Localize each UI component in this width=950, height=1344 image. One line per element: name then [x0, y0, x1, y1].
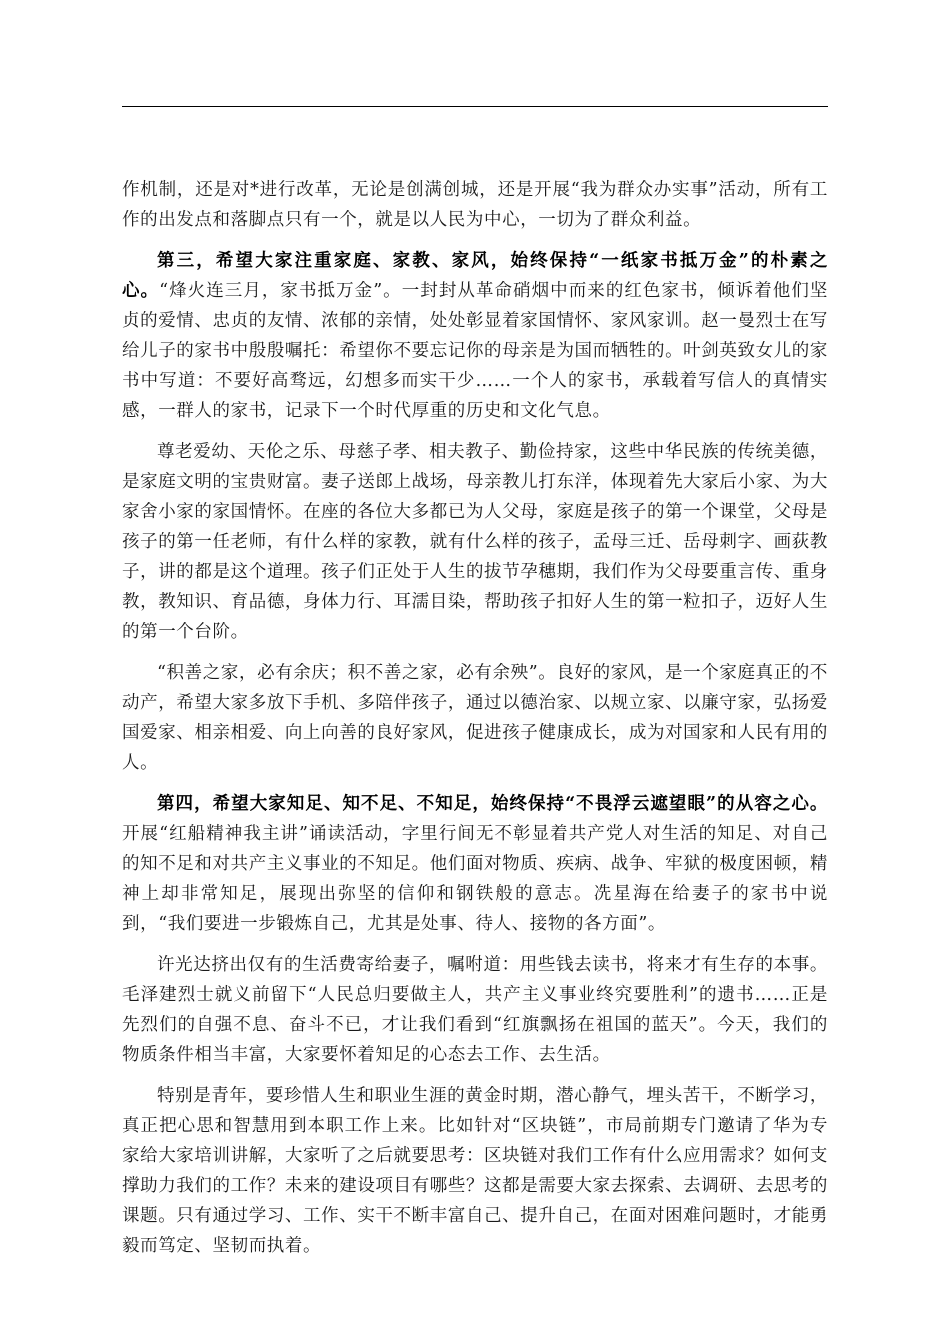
paragraph-family-style [122, 658, 828, 778]
paragraph-text: 许光达挤出仅有的生活费寄给妻子，嘱咐道：用些钱去读书，将来才有生存的本事。毛泽建烈士就义前留下“人民总归要做主人，共产主义事业终究要胜利”的遗书……正是先烈们的自强不息、奋斗不已，才让我们看到“红旗飘扬在祖国的蓝天”。今天，我们的物质条件相当丰富，大家要怀着知足的心态去工作、去生活。 [122, 955, 828, 1065]
paragraph-lead: 第四，希望大家知足、知不足、不知足，始终保持“不畏浮云遮望眼”的从容之心。 [157, 794, 828, 814]
paragraph-text: “烽火连三月，家书抵万金”。一封封从革命硝烟中而来的红色家书，倾诉着他们坚贞的爱情、忠贞的友情、浓郁的亲情，处处彰显着家国情怀、家风家训。赵一曼烈士在写给儿子的家书中殷殷嘱托：希望你不要忘记你的母亲是为国而牺牲的。叶剑英致女儿的家书中写道：不要好高骛远，幻想多而实干少……一个人的家书，承载着写信人的真情实感，一群人的家书，记录下一个时代厚重的历史和文化气息。 [122, 281, 828, 421]
paragraph-family-virtues [122, 437, 828, 647]
paragraph-text: 尊老爱幼、天伦之乐、母慈子孝、相夫教子、勤俭持家，这些中华民族的传统美德，是家庭文明的宝贵财富。妻子送郎上战场，母亲教儿打东洋，体现着先大家后小家、为大家舍小家的家国情怀。在座的各位大多都已为人父母，家庭是孩子的第一个课堂，父母是孩子的第一任老师，有什么样的家教，就有什么样的孩子，孟母三迁、岳母刺字、画荻教子，讲的都是这个道理。孩子们正处于人生的拔节孕穗期，我们作为父母要重言传、重身教，教知识、育品德，身体力行、耳濡目染，帮助孩子扣好人生的第一粒扣子，迈好人生的第一个台阶。 [122, 442, 828, 642]
paragraph-martyrs [122, 950, 828, 1070]
paragraph-text: 开展“红船精神我主讲”诵读活动，字里行间无不彰显着共产党人对生活的知足、对自己的知不足和对共产主义事业的不知足。他们面对物质、疾病、战争、牢狱的极度困顿，精神上却非常知足，展现出弥坚的信仰和钢铁般的意志。冼星海在给妻子的家书中说到，“我们要进一步锻炼自己，尤其是处事、待人、接物的各方面”。 [122, 824, 828, 934]
paragraph-third-point [122, 246, 828, 426]
paragraph-fourth-point [122, 789, 828, 939]
paragraph-text: “积善之家，必有余庆；积不善之家，必有余殃”。良好的家风，是一个家庭真正的不动产，希望大家多放下手机、多陪伴孩子，通过以德治家、以规立家、以廉守家，弘扬爱国爱家、相亲相爱、向上向善的良好家风，促进孩子健康成长，成为对国家和人民有用的人。 [122, 663, 828, 773]
paragraph-lead: 第三，希望大家注重家庭、家教、家风，始终保持“一纸家书抵万金”的朴素之心。 [122, 251, 828, 301]
paragraph-youth [122, 1081, 828, 1261]
document-body [122, 175, 828, 1272]
header-rule [122, 106, 828, 107]
paragraph-continuation [122, 175, 828, 235]
paragraph-text: 作机制，还是对*进行改革，无论是创满创城，还是开展“我为群众办实事”活动，所有工作的出发点和落脚点只有一个，就是以人民为中心，一切为了群众利益。 [122, 180, 828, 230]
paragraph-text: 特别是青年，要珍惜人生和职业生涯的黄金时期，潜心静气，埋头苦干，不断学习，真正把心思和智慧用到本职工作上来。比如针对“区块链”，市局前期专门邀请了华为专家给大家培训讲解，大家听了之后就要思考：区块链对我们工作有什么应用需求？如何支撑助力我们的工作？未来的建设项目有哪些？这都是需要大家去探索、去调研、去思考的课题。只有通过学习、工作、实干不断丰富自己、提升自己，在面对困难问题时，才能勇毅而笃定、坚韧而执着。 [122, 1086, 828, 1256]
